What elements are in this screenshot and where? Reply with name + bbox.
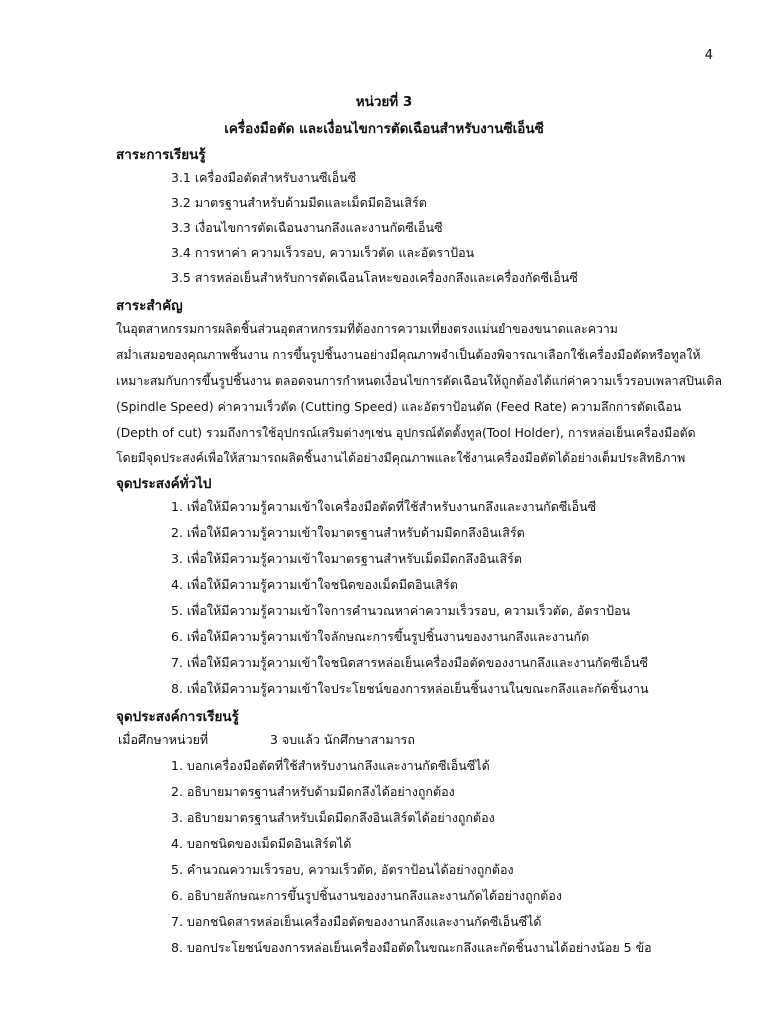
learning-content-item: 3.2 มาตรฐานสำหรับด้ามมีดและเม็ดมีดอินเสิร์ต: [171, 195, 427, 210]
general-objective-item: 1. เพื่อให้มีความรู้ความเข้าใจเครื่องมือตัดที่ใช้สำหรับงานกลึงและงานกัดซีเอ็นซี: [171, 499, 597, 514]
key-content-line: เหมาะสมกับการขึ้นรูปชิ้นงาน ตลอดจนการกำหนดเงื่อนไขการตัดเฉือนให้ถูกต้องได้แก่ค่าความเร็วรอบเพลาสปินเดิล: [116, 374, 723, 388]
general-objective-item: 8. เพื่อให้มีความรู้ความเข้าใจประโยชน์ของการหล่อเย็นชิ้นงานในขณะกลึงและกัดชิ้นงาน: [171, 681, 649, 696]
learning-objectives-intro: [118, 730, 415, 750]
general-objective-item: 4. เพื่อให้มีความรู้ความเข้าใจชนิดของเม็ดมีดอินเสิร์ต: [171, 577, 458, 592]
learning-content-heading: สาระการเรียนรู้: [116, 147, 206, 163]
learning-content-item: 3.1 เครื่องมือตัดสำหรับงานซีเอ็นซี: [171, 170, 357, 185]
key-content-line: โดยมีจุดประสงค์เพื่อให้สามารถผลิตชิ้นงานได้อย่างมีคุณภาพและใช้งานเครื่องมือตัดได้อย่างเต็มประสิทธิภาพ: [116, 451, 686, 465]
key-content-line: สม่ำเสมอของคุณภาพชิ้นงาน การขึ้นรูปชิ้นงานอย่างมีคุณภาพจำเป็นต้องพิจารณาเลือกใช้เครื่องมือตัดหรือทูลให้: [116, 348, 701, 362]
learning-content-item: 3.3 เงื่อนไขการตัดเฉือนงานกลึงและงานกัดซีเอ็นซี: [171, 220, 443, 235]
intro-prefix: เมื่อศึกษาหน่วยที่: [118, 732, 209, 747]
key-content-line: ในอุตสาหกรรมการผลิตชิ้นส่วนอุตสาหกรรมที่ต้องการความเที่ยงตรงแม่นยำของขนาดและความ: [116, 322, 618, 336]
chapter-title: เครื่องมือตัด และเงื่อนไขการตัดเฉือนสำหรับงานซีเอ็นซี: [224, 121, 544, 137]
learning-objective-item: 4. บอกชนิดของเม็ดมีดอินเสิร์ตได้: [171, 836, 352, 851]
learning-objective-item: 1. บอกเครื่องมือตัดที่ใช้สำหรับงานกลึงและงานกัดซีเอ็นซีได้: [171, 758, 490, 773]
learning-objective-item: 3. อธิบายมาตรฐานสำหรับเม็ดมีดกลึงอินเสิร์ตได้อย่างถูกต้อง: [171, 810, 495, 825]
learning-objective-item: 6. อธิบายลักษณะการขึ้นรูปชิ้นงานของงานกลึงและงานกัดได้อย่างถูกต้อง: [171, 888, 562, 903]
learning-content-item: 3.5 สารหล่อเย็นสำหรับการตัดเฉือนโลหะของเครื่องกลึงและเครื่องกัดซีเอ็นซี: [171, 270, 578, 285]
intro-suffix: 3 จบแล้ว นักศึกษาสามารถ: [270, 732, 415, 747]
key-content-heading: สาระสำคัญ: [116, 298, 183, 314]
unit-title: หน่วยที่ 3: [355, 94, 413, 110]
general-objectives-heading: จุดประสงค์ทั่วไป: [116, 476, 212, 492]
learning-objective-item: 5. คำนวณความเร็วรอบ, ความเร็วตัด, อัตราป้อนได้อย่างถูกต้อง: [171, 862, 514, 877]
learning-objectives-heading: จุดประสงค์การเรียนรู้: [116, 709, 239, 725]
learning-objective-item: 7. บอกชนิดสารหล่อเย็นเครื่องมือตัดของงานกลึงและงานกัดซีเอ็นซีได้: [171, 914, 542, 929]
general-objective-item: 3. เพื่อให้มีความรู้ความเข้าใจมาตรฐานสำหรับเม็ดมีดกลึงอินเสิร์ต: [171, 551, 522, 566]
general-objective-item: 2. เพื่อให้มีความรู้ความเข้าใจมาตรฐานสำหรับด้ามมีดกลึงอินเสิร์ต: [171, 525, 525, 540]
general-objective-item: 6. เพื่อให้มีความรู้ความเข้าใจลักษณะการขึ้นรูปชิ้นงานของงานกลึงและงานกัด: [171, 629, 590, 644]
learning-content-item: 3.4 การหาค่า ความเร็วรอบ, ความเร็วตัด และอัตราป้อน: [171, 245, 475, 260]
general-objective-item: 5. เพื่อให้มีความรู้ความเข้าใจการคำนวณหาค่าความเร็วรอบ, ความเร็วตัด, อัตราป้อน: [171, 603, 631, 618]
key-content-line: (Spindle Speed) ค่าความเร็วตัด (Cutting Speed) และอัตราป้อนตัด (Feed Rate) ความลึกการตัดเฉือน: [116, 400, 682, 414]
learning-objective-item: 8. บอกประโยชน์ของการหล่อเย็นเครื่องมือตัดในขณะกลึงและกัดชิ้นงานได้อย่างน้อย 5 ข้อ: [171, 940, 652, 955]
general-objective-item: 7. เพื่อให้มีความรู้ความเข้าใจชนิดสารหล่อเย็นเครื่องมือตัดของงานกลึงและงานกัดซีเอ็นซี: [171, 655, 648, 670]
key-content-line: (Depth of cut) รวมถึงการใช้อุปกรณ์เสริมต่างๆเช่น อุปกรณ์ตัดตั้งทูล(Tool Holder), การหล่อเย็นเครื่องมือตัด: [116, 426, 696, 440]
page-number: 4: [704, 48, 713, 63]
learning-objective-item: 2. อธิบายมาตรฐานสำหรับด้ามมีดกลึงได้อย่างถูกต้อง: [171, 784, 455, 799]
